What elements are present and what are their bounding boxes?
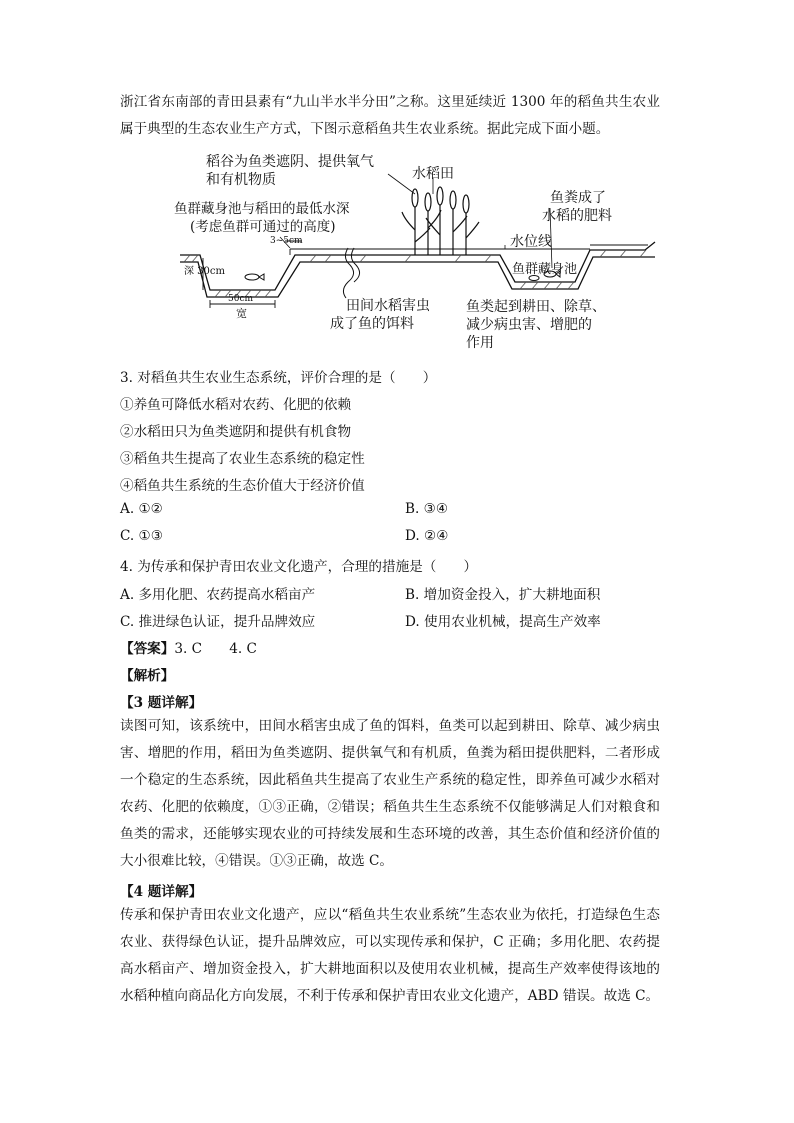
label-pest-1: 田间水稻害虫 [346,298,430,314]
label-fish-role-3: 作用 [466,335,494,351]
label-dung-2: 水稻的肥料 [542,208,612,224]
label-depth: 深 30cm [184,266,225,277]
q3-detail-label: 【3 题详解】 [120,695,203,711]
answer-label: 【答案】 [120,641,175,657]
q4-detail-label: 【4 题详解】 [120,884,203,900]
rice-fish-system-diagram [170,150,660,360]
ground-profile [180,242,655,297]
intro-paragraph: 浙江省东南部的青田县素有“九山半水半分田”之称。这里延续近 1300 年的稻鱼共生农业属于典型的生态农业生产方式，下图示意稻鱼共生农业系统。据此完成下面小题。 [120,94,660,137]
q4-option-b[interactable]: B. 增加资金投入，扩大耕地面积 [405,587,601,603]
q3-statement-4: ④稻鱼共生系统的生态价值大于经济价值 [120,478,365,494]
q3-statement-3: ③稻鱼共生提高了农业生态系统的稳定性 [120,451,365,467]
q3-statement-1: ①养鱼可降低水稻对农药、化肥的依赖 [120,397,352,413]
label-3-5cm: 3~5cm [270,236,303,246]
q4-detail-text: 传承和保护青田农业文化遗产，应以“稻鱼共生农业系统”生态农业为依托，打造绿色生态农业、获得绿色认证，提升品牌效应，可以实现传承和保护，C 正确；多用化肥、农药提高水稻亩产、增加资金投入，扩大耕地面积以及使用农业机械，提高生产效率使得该地的水稻种植向商品化方向发展，不利于传承和保护青田农业文化遗产，ABD 错误。故选 C。 [120,907,660,1004]
q4-option-a[interactable]: A. 多用化肥、农药提高水稻亩产 [120,587,316,603]
label-fish-role-2: 减少病虫害、增肥的 [466,317,592,333]
label-waterline: 水位线 [510,234,552,250]
label-paddy: 水稻田 [412,166,454,182]
label-pest-2: 成了鱼的饵料 [330,316,414,332]
label-pool-min-2: (考虑鱼群可通过的高度) [190,219,336,235]
q3-option-c[interactable]: C. ①③ [120,528,163,544]
q4-option-d[interactable]: D. 使用农业机械，提高生产效率 [405,614,601,630]
label-dung-1: 鱼粪成了 [550,190,606,206]
q3-stem: 3. 对稻鱼共生农业生态系统，评价合理的是（ ） [120,370,437,386]
label-hideout: 鱼群藏身池 [512,262,578,277]
q4-stem: 4. 为传承和保护青田农业文化遗产，合理的措施是（ ） [120,559,478,575]
label-rice-shade-2: 和有机物质 [206,172,276,188]
q3-detail-text: 读图可知，该系统中，田间水稻害虫成了鱼的饵料，鱼类可以起到耕田、除草、减少病虫害、增肥的作用，稻田为鱼类遮阴、提供氧气和有机质，鱼粪为稻田提供肥料，二者形成一个稳定的生态系统，因此稻鱼共生提高了农业生产系统的稳定性，即养鱼可减少水稻对农药、化肥的依赖度，①③正确，②错误；稻鱼共生生态系统不仅能够满足人们对粮食和鱼类的需求，还能够实现农业的可持续发展和生态环境的改善，其生态价值和经济价值的大小很难比较，④错误。①③正确，故选 C。 [120,718,660,869]
label-fish-role-1: 鱼类起到耕田、除草、 [466,299,606,315]
q3-option-d[interactable]: D. ②④ [405,528,449,544]
q4-option-c[interactable]: C. 推进绿色认证，提升品牌效应 [120,614,316,630]
label-rice-shade-1: 稻谷为鱼类遮阴、提供氧气 [206,154,374,170]
q3-option-a[interactable]: A. ①② [120,501,163,517]
label-width-value: 50cm [228,294,254,304]
answer-text: 3. C 4. C [174,641,257,657]
answer-row [120,637,257,657]
label-width: 宽 [236,307,247,320]
rice-plants [402,187,479,255]
analysis-label: 【解析】 [120,668,175,684]
q3-statement-2: ②水稻田只为鱼类遮阴和提供有机食物 [120,424,352,440]
q3-option-b[interactable]: B. ③④ [405,501,449,517]
label-pool-min-1: 鱼群藏身池与稻田的最低水深 [174,201,350,217]
